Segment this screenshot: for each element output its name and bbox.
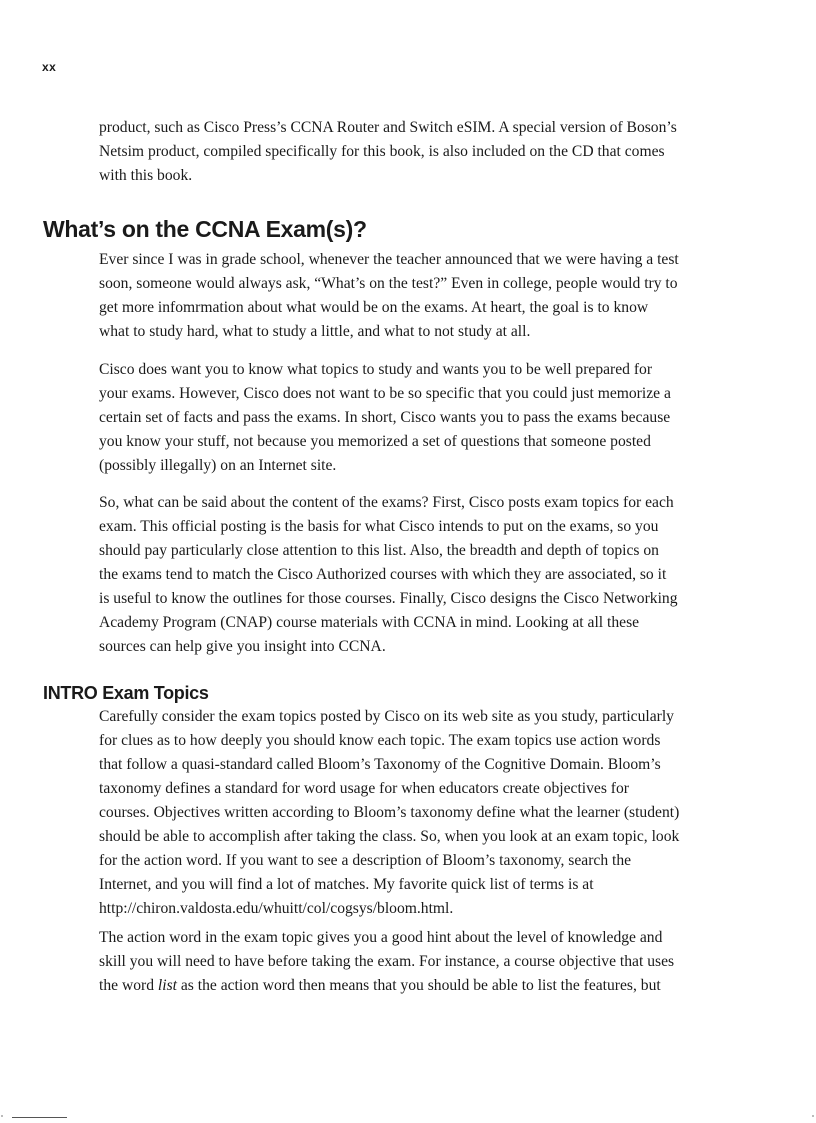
text-line: with this book.: [99, 167, 193, 184]
text-line: the exams tend to match the Cisco Authorized courses with which they are associated, so it: [99, 566, 667, 583]
text-line: sources can help give you insight into CCNA.: [99, 638, 386, 655]
text-line: Cisco does want you to know what topics to study and wants you to be well prepared for: [99, 361, 653, 378]
text-line: Academy Program (CNAP) course materials with CCNA in mind. Looking at all these: [99, 614, 640, 631]
crop-mark-left: [1, 1115, 3, 1117]
text-line: should pay particularly close attention to this list. Also, the breadth and depth of topics on: [99, 542, 659, 559]
text-line: The action word in the exam topic gives you a good hint about the level of knowledge and: [99, 929, 663, 946]
text-line: product, such as Cisco Press’s CCNA Router and Switch eSIM. A special version of Boson’s: [99, 119, 677, 136]
text-line: is useful to know the outlines for those courses. Finally, Cisco designs the Cisco Networking: [99, 590, 678, 607]
section-1-paragraph-3: [99, 491, 709, 659]
text-line: [99, 974, 709, 998]
text-line: get more infomrmation about what would be on the exams. At heart, the goal is to know: [99, 299, 649, 316]
text-line: you know your stuff, not because you memorized a set of questions that someone posted: [99, 433, 651, 450]
text-line: what to study hard, what to study a little, and what to not study at all.: [99, 323, 531, 340]
footer-rule: [12, 1117, 67, 1118]
text-run: as the action word then means that you should be able to list the features, but: [176, 977, 661, 994]
text-line: that follow a quasi-standard called Bloom’s Taxonomy of the Cognitive Domain. Bloom’s: [99, 756, 661, 773]
text-line: Netsim product, compiled specifically for this book, is also included on the CD that comes: [99, 143, 665, 160]
intro-paragraph: [99, 116, 709, 188]
text-line: skill you will need to have before taking the exam. For instance, a course objective that uses: [99, 953, 675, 970]
text-line: Internet, and you will find a lot of matches. My favorite quick list of terms is at: [99, 876, 594, 893]
text-line: certain set of facts and pass the exams. In short, Cisco wants you to pass the exams because: [99, 409, 671, 426]
text-line: should be able to accomplish after taking the class. So, when you look at an exam topic, look: [99, 828, 680, 845]
text-line: http://chiron.valdosta.edu/whuitt/col/cogsys/bloom.html.: [99, 900, 454, 917]
page-number: xx: [42, 60, 57, 74]
text-line: exam. This official posting is the basis for what Cisco intends to put on the exams, so you: [99, 518, 659, 535]
section-heading-ccna-exams: What’s on the CCNA Exam(s)?: [43, 216, 367, 242]
text-line: for clues as to how deeply you should know each topic. The exam topics use action words: [99, 732, 661, 749]
crop-mark-right: [812, 1115, 814, 1117]
section-1-paragraph-2: [99, 358, 709, 478]
section-2-paragraph-1: [99, 705, 709, 921]
emphasized-word: list: [157, 977, 177, 994]
text-line: courses. Objectives written according to Bloom’s taxonomy define what the learner (student): [99, 804, 680, 821]
section-2-paragraph-2: [99, 926, 709, 998]
text-line: Ever since I was in grade school, whenever the teacher announced that we were having a test: [99, 251, 679, 268]
text-line: soon, someone would always ask, “What’s on the test?” Even in college, people would try to: [99, 275, 678, 292]
text-line: taxonomy defines a standard for word usage for when educators create objectives for: [99, 780, 629, 797]
section-heading-intro-exam-topics: INTRO Exam Topics: [43, 683, 209, 703]
text-line: your exams. However, Cisco does not want to be so specific that you could just memorize a: [99, 385, 671, 402]
text-line: So, what can be said about the content of the exams? First, Cisco posts exam topics for each: [99, 494, 674, 511]
text-run: the word: [99, 977, 158, 994]
text-line: for the action word. If you want to see a description of Bloom’s taxonomy, search the: [99, 852, 632, 869]
section-1-paragraph-1: [99, 248, 709, 344]
text-line: Carefully consider the exam topics posted by Cisco on its web site as you study, particularly: [99, 708, 674, 725]
text-line: (possibly illegally) on an Internet site.: [99, 457, 337, 474]
